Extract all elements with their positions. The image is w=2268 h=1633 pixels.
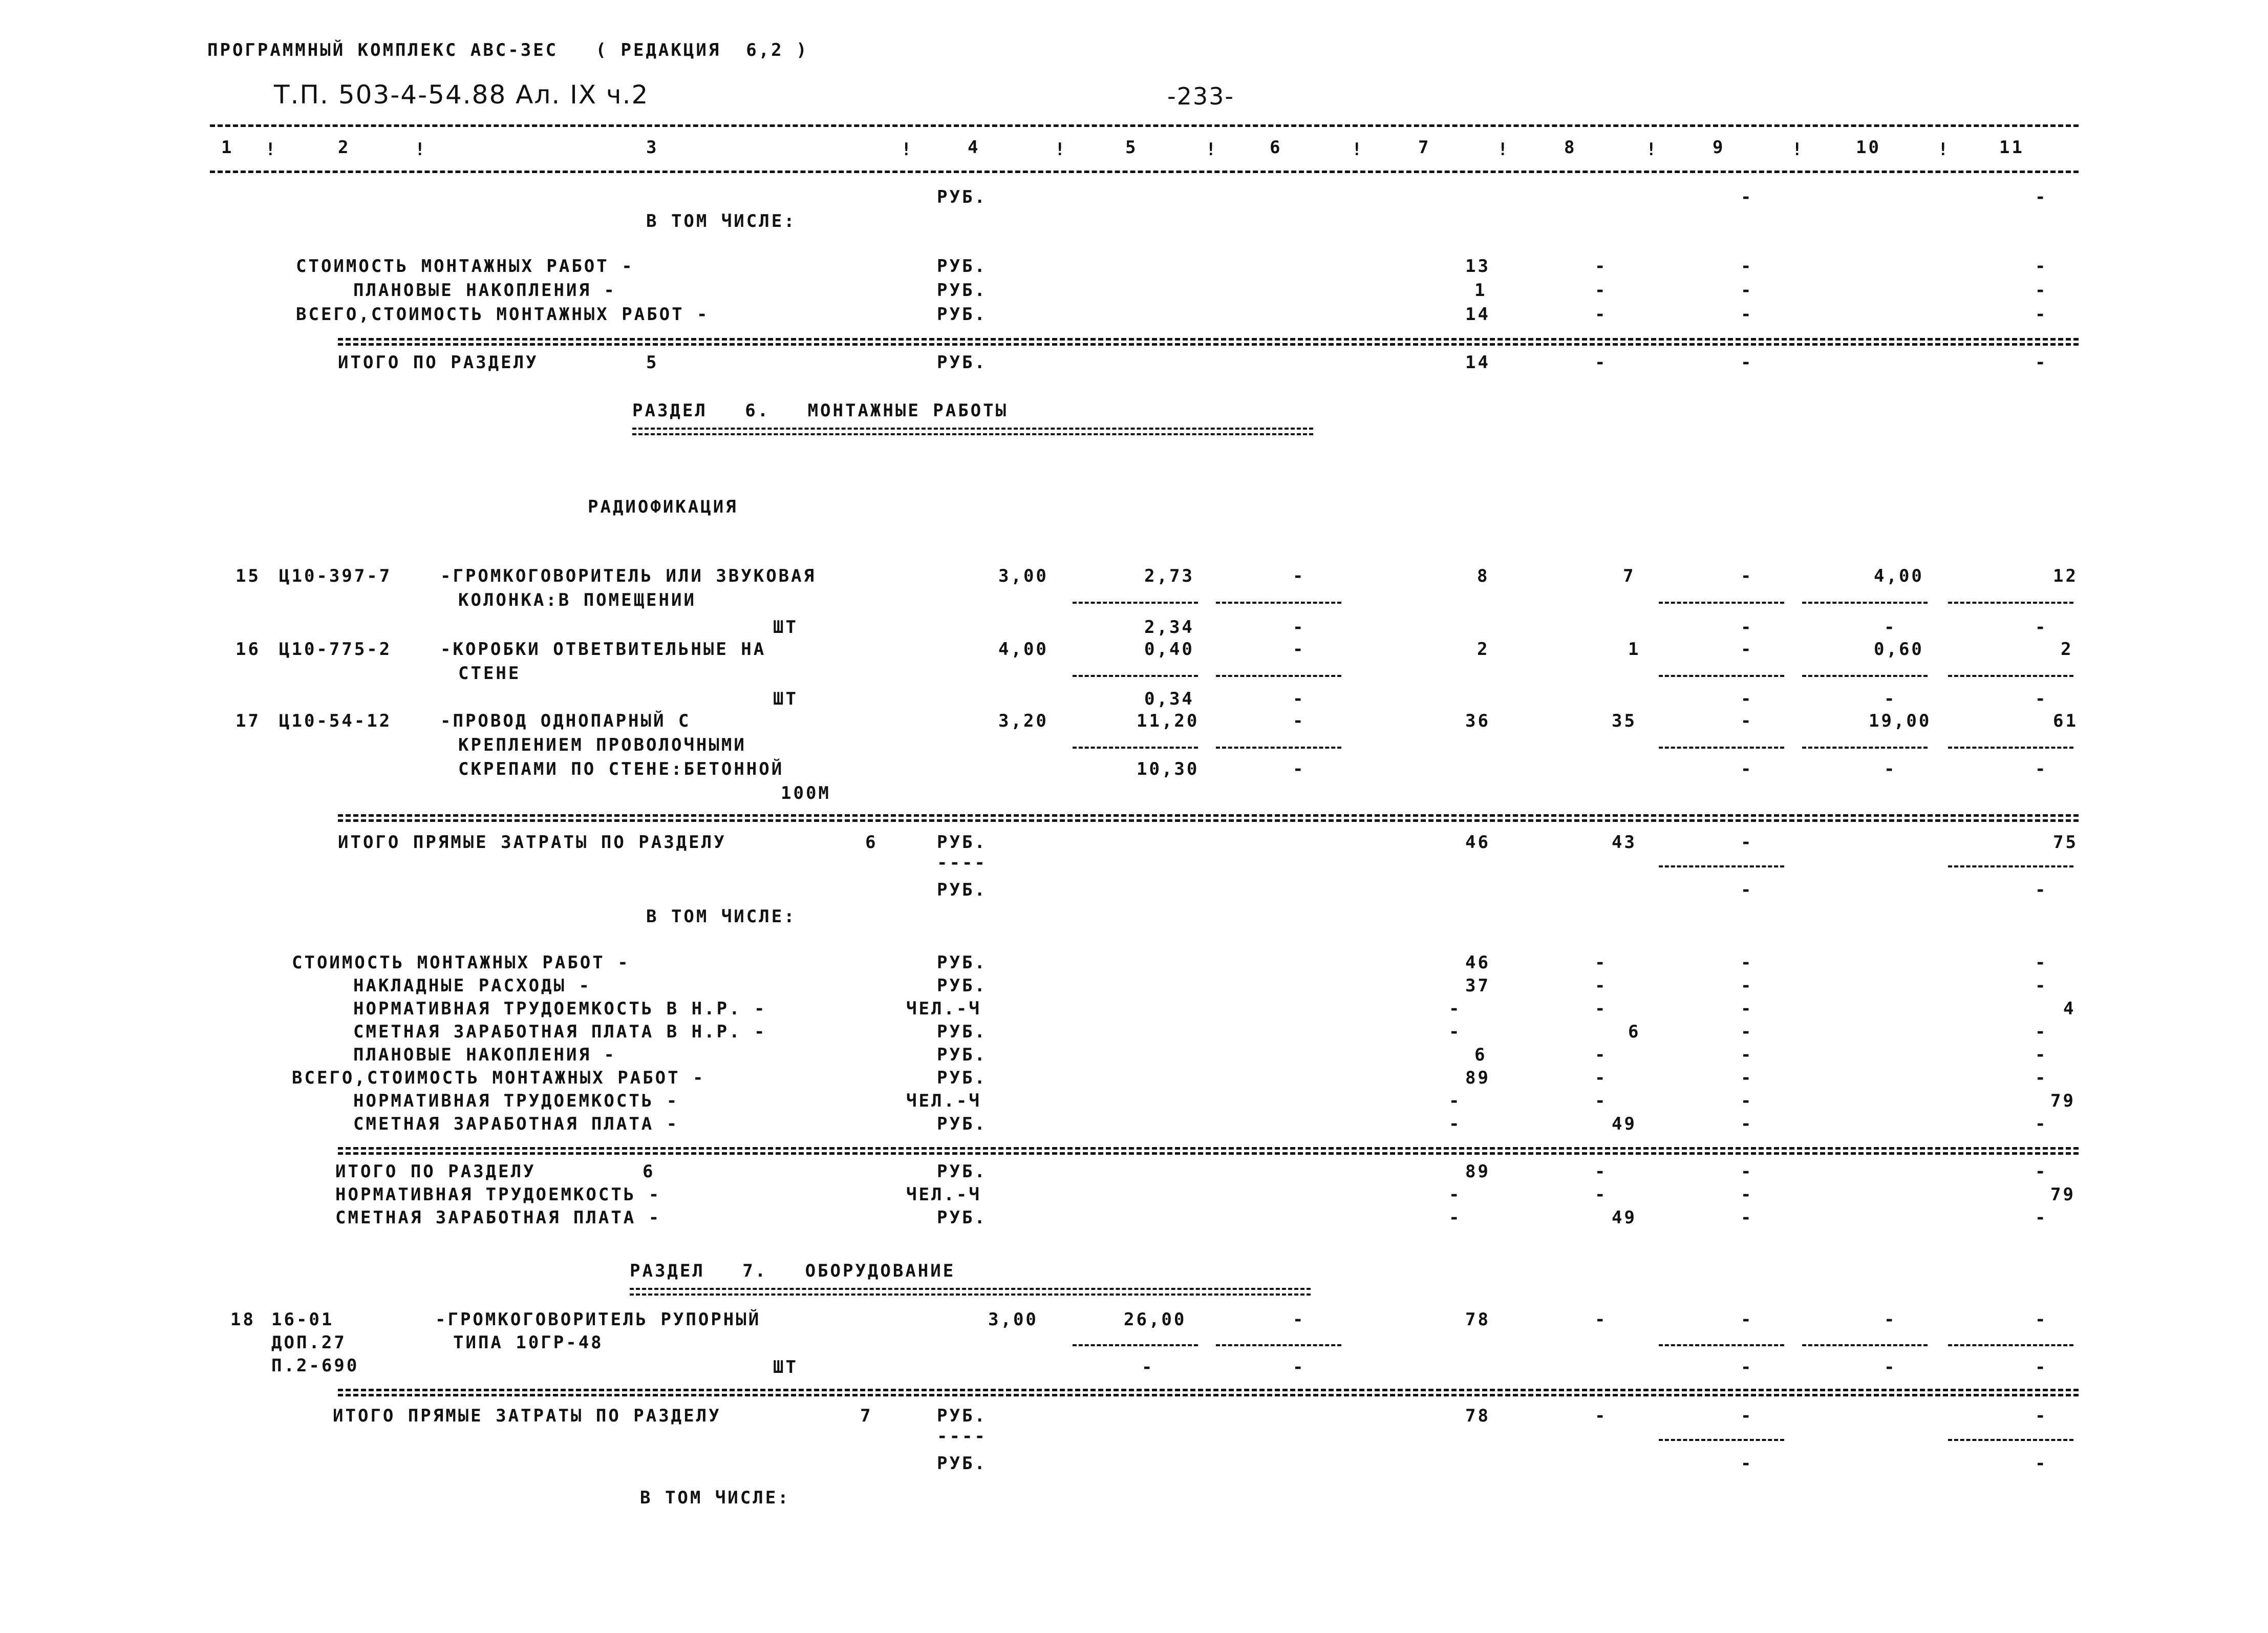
- item-unit: ШТ: [773, 1357, 798, 1377]
- in-that-number-label: В ТОМ ЧИСЛЕ:: [640, 1488, 790, 1508]
- value-col9: -: [1741, 566, 1753, 586]
- value-col8: 43: [1612, 832, 1637, 853]
- value-col7: 46: [1465, 832, 1490, 853]
- value-col7: 36: [1465, 711, 1490, 731]
- item-unit: ШТ: [773, 617, 798, 638]
- unit-cell: РУБ.: [937, 975, 987, 996]
- item-description: СТЕНЕ: [458, 663, 521, 684]
- value-col10-sub: -: [1884, 689, 1897, 709]
- value-col11: -: [2035, 187, 2048, 207]
- value-col8: -: [1595, 1406, 1608, 1426]
- value-col7: 14: [1465, 352, 1490, 373]
- cell-rule: [1073, 602, 1198, 604]
- value-col11: 12: [2053, 566, 2078, 586]
- value-col9: -: [1741, 1045, 1753, 1065]
- subtotal-rule: [338, 1147, 2079, 1150]
- value-col9: -: [1741, 1184, 1753, 1205]
- value-col7: -: [1449, 1091, 1462, 1111]
- unit-cell: РУБ.: [937, 1022, 987, 1042]
- unit-cell: РУБ.: [937, 280, 987, 301]
- value-col9: -: [1741, 711, 1753, 731]
- col-separator: !: [901, 139, 914, 160]
- col-header-6: 6: [1270, 137, 1282, 158]
- total-label: ИТОГО ПРЯМЫЕ ЗАТРАТЫ ПО РАЗДЕЛУ: [333, 1406, 721, 1426]
- unit-cell: РУБ.: [937, 1068, 987, 1088]
- value-col7: -: [1449, 1184, 1462, 1205]
- item-unit: ШТ: [773, 689, 798, 709]
- value-col11: 4: [2063, 999, 2076, 1019]
- item-description: КОЛОНКА:В ПОМЕЩЕНИИ: [458, 590, 696, 610]
- cell-rule: [1073, 747, 1198, 749]
- value-col5-sub: 10,30: [1137, 759, 1200, 779]
- value-col8: -: [1595, 952, 1608, 973]
- unit-cell: ЧЕЛ.-Ч: [906, 1184, 981, 1205]
- section-number: 6: [865, 832, 878, 853]
- col-separator: !: [1938, 139, 1951, 160]
- cell-rule: [1216, 1344, 1341, 1346]
- item-code: П.2-690: [271, 1355, 359, 1376]
- value-col9: -: [1741, 1114, 1753, 1134]
- section-title: РАЗДЕЛ 7. ОБОРУДОВАНИЕ: [630, 1261, 956, 1281]
- subtotal-rule: [338, 1394, 2079, 1396]
- value-col8: -: [1595, 256, 1608, 277]
- value-col7: -: [1449, 1022, 1462, 1042]
- value-col11: 79: [2050, 1184, 2076, 1205]
- value-col8: -: [1595, 1184, 1608, 1205]
- item-code: Ц10-54-12: [279, 711, 392, 731]
- unit-cell: РУБ.: [937, 952, 987, 973]
- value-col5: 26,00: [1124, 1309, 1187, 1330]
- row-label: СТОИМОСТЬ МОНТАЖНЫХ РАБОТ -: [296, 256, 634, 277]
- col-separator: !: [1352, 139, 1364, 160]
- unit-cell: РУБ.: [937, 1161, 987, 1182]
- subtotal-rule: [338, 814, 2079, 817]
- item-number: 18: [230, 1309, 255, 1330]
- subtotal-rule: [338, 343, 2079, 346]
- subtotal-rule: [338, 819, 2079, 822]
- value-col8: -: [1595, 1161, 1608, 1182]
- value-col8: -: [1595, 999, 1608, 1019]
- value-col7: 14: [1465, 304, 1490, 325]
- value-col8: -: [1595, 1045, 1608, 1065]
- col-header-2: 2: [338, 137, 351, 158]
- value-col6-sub: -: [1293, 759, 1306, 779]
- unit-cell: ЧЕЛ.-Ч: [906, 999, 981, 1019]
- value-col8: -: [1595, 280, 1608, 301]
- value-col4: 3,00: [988, 1309, 1038, 1330]
- row-label: ПЛАНОВЫЕ НАКОПЛЕНИЯ -: [353, 1045, 616, 1065]
- value-col7: 89: [1465, 1068, 1490, 1088]
- item-code: 16-01: [271, 1309, 334, 1330]
- unit-cell: РУБ.: [937, 256, 987, 277]
- subtotal-rule: [338, 1389, 2079, 1391]
- value-col11: -: [2035, 352, 2048, 373]
- item-number: 16: [236, 639, 261, 660]
- unit-divider: ----: [937, 853, 987, 873]
- header-bottom-rule: [210, 171, 2079, 173]
- item-code: Ц10-775-2: [279, 639, 392, 660]
- unit-cell: РУБ.: [937, 352, 987, 373]
- value-col7: -: [1449, 1207, 1462, 1228]
- value-col6: -: [1293, 639, 1306, 660]
- value-col7: -: [1449, 1114, 1462, 1134]
- total-label: НОРМАТИВНАЯ ТРУДОЕМКОСТЬ -: [335, 1184, 661, 1205]
- cell-rule: [1948, 747, 2073, 749]
- section-number: 5: [646, 352, 659, 373]
- subtotal-rule: [338, 338, 2079, 341]
- subtotal-rule: [338, 1152, 2079, 1155]
- value-col7: 6: [1474, 1045, 1487, 1065]
- in-that-number-label: В ТОМ ЧИСЛЕ:: [646, 906, 797, 927]
- value-col5-sub: 0,34: [1144, 689, 1194, 709]
- cell-rule: [1948, 1439, 2073, 1441]
- value-col5-sub: 2,34: [1144, 617, 1194, 638]
- value-col9: -: [1741, 1309, 1753, 1330]
- col-separator: !: [1646, 139, 1659, 160]
- value-col10-sub: -: [1884, 759, 1897, 779]
- item-description: -ГРОМКОГОВОРИТЕЛЬ ИЛИ ЗВУКОВАЯ: [440, 566, 817, 586]
- value-col10-sub: -: [1884, 1357, 1897, 1377]
- col-header-10: 10: [1856, 137, 1881, 158]
- row-label: ВСЕГО,СТОИМОСТЬ МОНТАЖНЫХ РАБОТ -: [296, 304, 710, 325]
- col-header-1: 1: [221, 137, 234, 158]
- col-header-4: 4: [968, 137, 980, 158]
- unit-cell: РУБ.: [937, 1207, 987, 1228]
- value-col9-sub: -: [1741, 617, 1753, 638]
- unit-divider: ----: [937, 1426, 987, 1447]
- cell-rule: [1216, 675, 1341, 677]
- document-reference: Т.П. 503-4-54.88 Ал. IX ч.2: [274, 80, 649, 110]
- value-col9-sub: -: [1741, 1453, 1753, 1474]
- value-col9: -: [1741, 999, 1753, 1019]
- value-col11: -: [2035, 1406, 2048, 1426]
- cell-rule: [1073, 1344, 1198, 1346]
- value-col8: -: [1595, 352, 1608, 373]
- col-separator: !: [1206, 139, 1218, 160]
- row-label: СМЕТНАЯ ЗАРАБОТНАЯ ПЛАТА В Н.Р. -: [353, 1022, 767, 1042]
- unit-cell: РУБ.: [937, 1045, 987, 1065]
- value-col11: -: [2035, 1309, 2048, 1330]
- value-col9-sub: -: [1741, 759, 1753, 779]
- value-col8: -: [1595, 1068, 1608, 1088]
- value-col9-sub: -: [1741, 1357, 1753, 1377]
- value-col5-sub: -: [1142, 1357, 1154, 1377]
- item-description: -ГРОМКОГОВОРИТЕЛЬ РУПОРНЫЙ: [435, 1309, 761, 1330]
- total-label: ИТОГО ПРЯМЫЕ ЗАТРАТЫ ПО РАЗДЕЛУ: [338, 832, 726, 853]
- row-label: СТОИМОСТЬ МОНТАЖНЫХ РАБОТ -: [292, 952, 630, 973]
- col-separator: !: [1792, 139, 1805, 160]
- row-label: НОРМАТИВНАЯ ТРУДОЕМКОСТЬ В Н.Р. -: [353, 999, 767, 1019]
- in-that-number-label: В ТОМ ЧИСЛЕ:: [646, 211, 797, 231]
- cell-rule: [1802, 602, 1928, 604]
- value-col9: -: [1741, 280, 1753, 301]
- value-col11: -: [2035, 1022, 2048, 1042]
- value-col8: 7: [1623, 566, 1636, 586]
- value-col10: -: [1884, 1309, 1897, 1330]
- value-col9: -: [1741, 304, 1753, 325]
- value-col9: -: [1741, 1161, 1753, 1182]
- value-col4: 4,00: [998, 639, 1049, 660]
- col-header-3: 3: [646, 137, 659, 158]
- header-top-rule: [210, 124, 2079, 127]
- item-description: КРЕПЛЕНИЕМ ПРОВОЛОЧНЫМИ: [458, 735, 746, 755]
- value-col9: -: [1741, 1091, 1753, 1111]
- value-col8: 49: [1612, 1207, 1637, 1228]
- value-col10: 0,60: [1874, 639, 1924, 660]
- value-col11: 79: [2050, 1091, 2076, 1111]
- section-number: 6: [643, 1161, 655, 1182]
- value-col11: -: [2035, 256, 2048, 277]
- value-col9: -: [1741, 1207, 1753, 1228]
- row-label: ПЛАНОВЫЕ НАКОПЛЕНИЯ -: [353, 280, 616, 301]
- value-col6-sub: -: [1293, 689, 1306, 709]
- section-title-underline: [630, 1288, 1311, 1290]
- value-col11: -: [2035, 1068, 2048, 1088]
- col-separator: !: [415, 139, 427, 160]
- section-title-underline: [632, 428, 1313, 430]
- value-col9: -: [1741, 352, 1753, 373]
- item-description: СКРЕПАМИ ПО СТЕНЕ:БЕТОННОЙ: [458, 759, 784, 779]
- col-header-7: 7: [1418, 137, 1431, 158]
- value-col9: -: [1741, 187, 1753, 207]
- cell-rule: [1659, 1344, 1784, 1346]
- value-col11: -: [2035, 304, 2048, 325]
- value-col7: 8: [1477, 566, 1490, 586]
- cell-rule: [1659, 747, 1784, 749]
- value-col6: -: [1293, 1309, 1306, 1330]
- value-col7: 89: [1465, 1161, 1490, 1182]
- value-col9: -: [1741, 975, 1753, 996]
- cell-rule: [1216, 747, 1341, 749]
- value-col11-sub: -: [2035, 759, 2048, 779]
- value-col11: -: [2035, 1045, 2048, 1065]
- value-col8: 1: [1628, 639, 1641, 660]
- cell-rule: [1073, 675, 1198, 677]
- value-col7: 78: [1465, 1406, 1490, 1426]
- item-number: 17: [236, 711, 261, 731]
- item-number: 15: [236, 566, 261, 586]
- row-label: СМЕТНАЯ ЗАРАБОТНАЯ ПЛАТА -: [353, 1114, 679, 1134]
- value-col5: 0,40: [1144, 639, 1194, 660]
- value-col9: -: [1741, 1406, 1753, 1426]
- total-label: ИТОГО ПО РАЗДЕЛУ: [338, 352, 539, 373]
- cell-rule: [1948, 675, 2073, 677]
- value-col11-sub: -: [2035, 880, 2048, 900]
- col-header-8: 8: [1564, 137, 1577, 158]
- cell-rule: [1659, 865, 1784, 867]
- value-col7: 13: [1465, 256, 1490, 277]
- value-col7: 37: [1465, 975, 1490, 996]
- item-code: Ц10-397-7: [279, 566, 392, 586]
- value-col9-sub: -: [1741, 689, 1753, 709]
- total-label: СМЕТНАЯ ЗАРАБОТНАЯ ПЛАТА -: [335, 1207, 661, 1228]
- value-col9-sub: -: [1741, 880, 1753, 900]
- value-col7: 78: [1465, 1309, 1490, 1330]
- value-col8: -: [1595, 304, 1608, 325]
- col-header-5: 5: [1125, 137, 1138, 158]
- value-col11-sub: -: [2035, 689, 2048, 709]
- value-col8: 6: [1628, 1022, 1641, 1042]
- row-label: НОРМАТИВНАЯ ТРУДОЕМКОСТЬ -: [353, 1091, 679, 1111]
- value-col9: -: [1741, 952, 1753, 973]
- cell-rule: [1948, 865, 2073, 867]
- value-col11: -: [2035, 952, 2048, 973]
- value-col11: 61: [2053, 711, 2078, 731]
- unit-cell: РУБ.: [937, 1114, 987, 1134]
- row-label: НАКЛАДНЫЕ РАСХОДЫ -: [353, 975, 591, 996]
- value-col11: -: [2035, 1207, 2048, 1228]
- section-title: РАЗДЕЛ 6. МОНТАЖНЫЕ РАБОТЫ: [632, 400, 1009, 421]
- value-col10: 4,00: [1874, 566, 1924, 586]
- value-col9: -: [1741, 256, 1753, 277]
- value-col9: -: [1741, 832, 1753, 853]
- col-separator: !: [1055, 139, 1067, 160]
- col-header-11: 11: [1999, 137, 2024, 158]
- cell-rule: [1802, 675, 1928, 677]
- value-col7: 2: [1477, 639, 1490, 660]
- cell-rule: [1659, 602, 1784, 604]
- cell-rule: [1802, 1344, 1928, 1346]
- value-col9: -: [1741, 639, 1753, 660]
- value-col11-sub: -: [2035, 617, 2048, 638]
- value-col8: 49: [1612, 1114, 1637, 1134]
- section-number: 7: [860, 1406, 873, 1426]
- value-col6-sub: -: [1293, 1357, 1306, 1377]
- value-col11: -: [2035, 1161, 2048, 1182]
- cell-rule: [1948, 1344, 2073, 1346]
- value-col8: -: [1595, 1091, 1608, 1111]
- subsection-title: РАДИОФИКАЦИЯ: [588, 497, 738, 517]
- value-col6: -: [1293, 711, 1306, 731]
- value-col11: 2: [2061, 639, 2073, 660]
- item-description: -КОРОБКИ ОТВЕТВИТЕЛЬНЫЕ НА: [440, 639, 766, 660]
- item-unit: 100М: [781, 783, 831, 803]
- page-number: -233-: [1167, 82, 1234, 110]
- value-col11: -: [2035, 1114, 2048, 1134]
- unit-cell: РУБ.: [937, 1453, 987, 1474]
- unit-cell: РУБ.: [937, 832, 987, 853]
- value-col6: -: [1293, 566, 1306, 586]
- value-col4: 3,20: [998, 711, 1049, 731]
- cell-rule: [1659, 675, 1784, 677]
- value-col7: 46: [1465, 952, 1490, 973]
- unit-cell: ЧЕЛ.-Ч: [906, 1091, 981, 1111]
- total-label: ИТОГО ПО РАЗДЕЛУ: [335, 1161, 536, 1182]
- unit-cell: РУБ.: [937, 304, 987, 325]
- col-separator: !: [1497, 139, 1510, 160]
- value-col8: 35: [1612, 711, 1637, 731]
- cell-rule: [1802, 747, 1928, 749]
- value-col11: 75: [2053, 832, 2078, 853]
- value-col11: -: [2035, 975, 2048, 996]
- value-col6-sub: -: [1293, 617, 1306, 638]
- item-description: -ПРОВОД ОДНОПАРНЫЙ С: [440, 711, 691, 731]
- item-code: ДОП.27: [271, 1332, 347, 1353]
- cell-rule: [1216, 602, 1341, 604]
- unit-cell: РУБ.: [937, 1406, 987, 1426]
- cell-rule: [1948, 602, 2073, 604]
- value-col4: 3,00: [998, 566, 1049, 586]
- value-col9: -: [1741, 1022, 1753, 1042]
- unit-cell: РУБ.: [937, 880, 987, 900]
- row-label: ВСЕГО,СТОИМОСТЬ МОНТАЖНЫХ РАБОТ -: [292, 1068, 705, 1088]
- value-col11-sub: -: [2035, 1453, 2048, 1474]
- program-header: ПРОГРАММНЫЙ КОМПЛЕКС АВС-3ЕС ( РЕДАКЦИЯ 6,2 ): [207, 40, 809, 60]
- value-col5: 11,20: [1137, 711, 1200, 731]
- value-col10-sub: -: [1884, 617, 1897, 638]
- value-col7: -: [1449, 999, 1462, 1019]
- value-col5: 2,73: [1144, 566, 1194, 586]
- col-header-9: 9: [1713, 137, 1725, 158]
- value-col11-sub: -: [2035, 1357, 2048, 1377]
- unit-cell: РУБ.: [937, 187, 987, 207]
- col-separator: !: [265, 139, 278, 160]
- value-col8: -: [1595, 1309, 1608, 1330]
- cell-rule: [1659, 1439, 1784, 1441]
- value-col9: -: [1741, 1068, 1753, 1088]
- value-col8: -: [1595, 975, 1608, 996]
- value-col10: 19,00: [1869, 711, 1932, 731]
- value-col7: 1: [1474, 280, 1487, 301]
- value-col11: -: [2035, 280, 2048, 301]
- item-description: ТИПА 10ГР-48: [453, 1332, 604, 1353]
